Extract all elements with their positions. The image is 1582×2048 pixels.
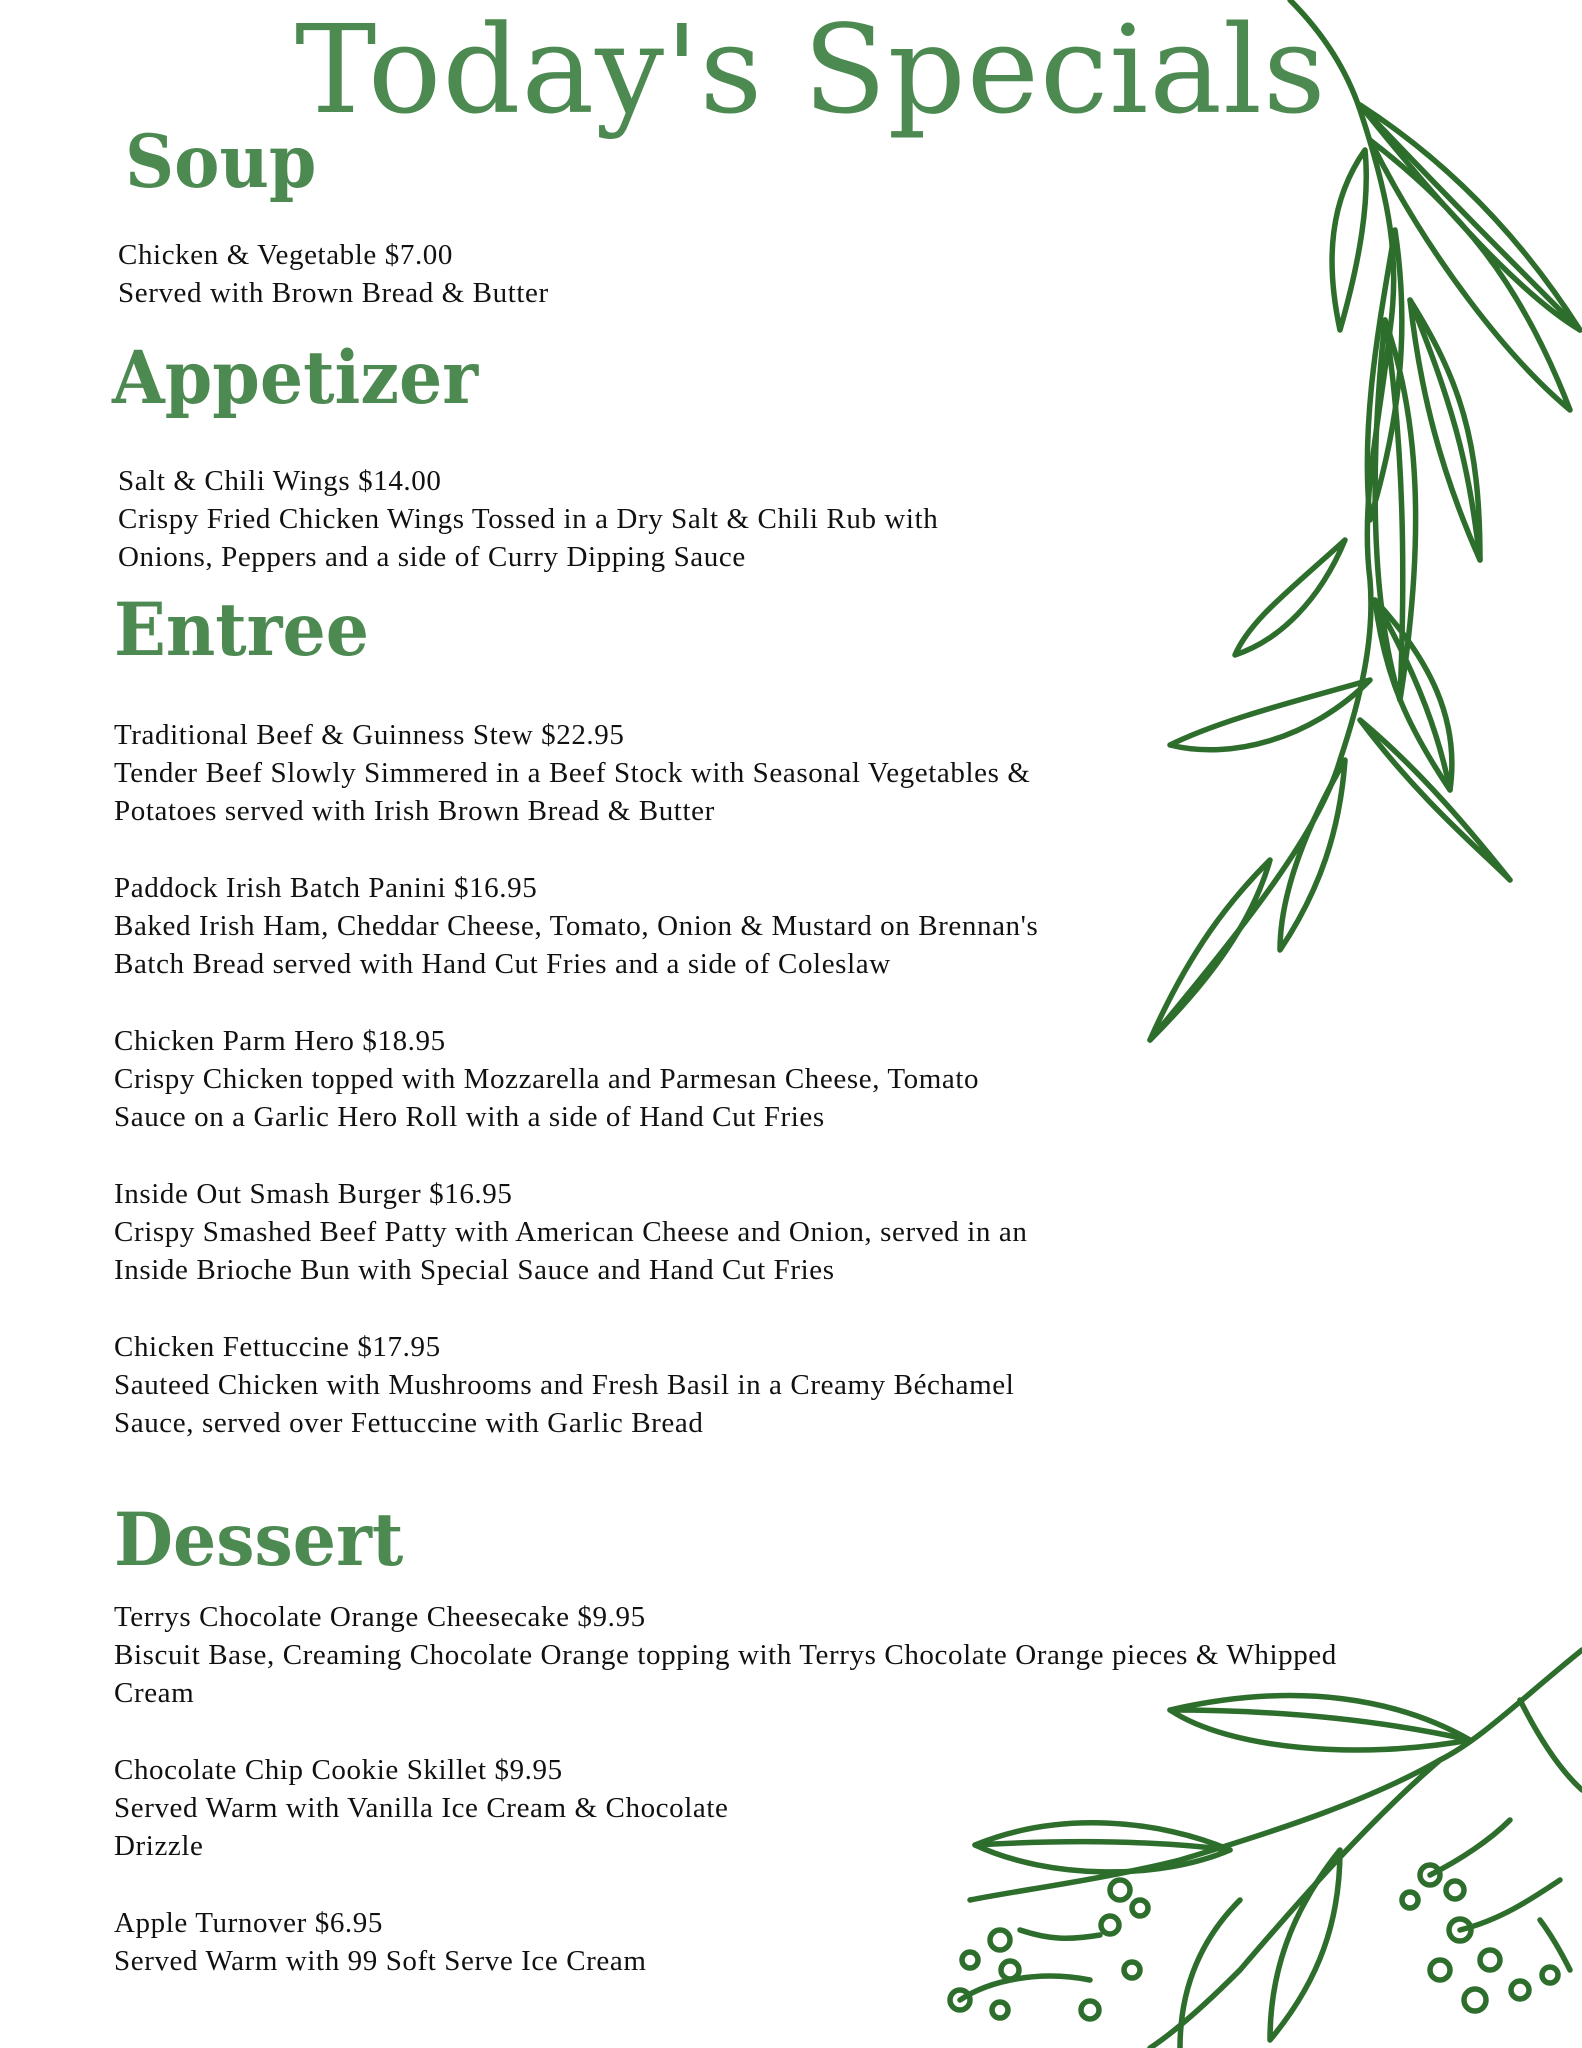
item-description: Served Warm with 99 Soft Serve Ice Cream <box>114 1945 647 1977</box>
item-description: Baked Irish Ham, Cheddar Cheese, Tomato, Onion & Mustard on Brennan's <box>114 910 1039 942</box>
item-description: Served Warm with Vanilla Ice Cream & Chocolate <box>114 1792 729 1824</box>
menu-item-dessert-3 <box>114 1904 647 1980</box>
item-name-price: Chicken & Vegetable $7.00 <box>118 239 454 271</box>
item-name-price: Apple Turnover $6.95 <box>114 1907 383 1939</box>
item-name-price: Chicken Fettuccine $17.95 <box>114 1331 441 1363</box>
section-heading-soup: Soup <box>125 118 317 206</box>
section-heading-appetizer: Appetizer <box>112 334 479 422</box>
section-heading-dessert: Dessert <box>114 1496 404 1584</box>
item-name-price: Traditional Beef & Guinness Stew $22.95 <box>114 719 625 751</box>
item-name-price: Chocolate Chip Cookie Skillet $9.95 <box>114 1754 563 1786</box>
item-name-price: Paddock Irish Batch Panini $16.95 <box>114 872 538 904</box>
item-description: Sauce, served over Fettuccine with Garlic Bread <box>114 1407 704 1439</box>
item-name-price: Salt & Chili Wings $14.00 <box>118 465 442 497</box>
item-description: Inside Brioche Bun with Special Sauce and Hand Cut Fries <box>114 1254 835 1286</box>
item-description: Tender Beef Slowly Simmered in a Beef Stock with Seasonal Vegetables & <box>114 757 1031 789</box>
item-description: Biscuit Base, Creaming Chocolate Orange topping with Terrys Chocolate Orange pieces & Whipped <box>114 1639 1337 1671</box>
item-description: Cream <box>114 1677 195 1709</box>
item-name-price: Terrys Chocolate Orange Cheesecake $9.95 <box>114 1601 646 1633</box>
item-description: Sauce on a Garlic Hero Roll with a side of Hand Cut Fries <box>114 1101 825 1133</box>
item-name-price: Inside Out Smash Burger $16.95 <box>114 1178 513 1210</box>
menu-item-entree-2 <box>114 869 1038 983</box>
menu-item-dessert-2 <box>114 1751 729 1865</box>
section-heading-entree: Entree <box>114 586 370 674</box>
item-description: Crispy Chicken topped with Mozzarella and Parmesan Cheese, Tomato <box>114 1063 980 1095</box>
item-name-price: Chicken Parm Hero $18.95 <box>114 1025 446 1057</box>
item-description: Crispy Smashed Beef Patty with American Cheese and Onion, served in an <box>114 1216 1028 1248</box>
item-description: Sauteed Chicken with Mushrooms and Fresh Basil in a Creamy Béchamel <box>114 1369 1015 1401</box>
menu-item-entree-1 <box>114 716 1031 830</box>
menu-item-entree-5 <box>114 1328 1014 1442</box>
leafy-vine-top-right-icon <box>1130 0 1582 1060</box>
item-description: Batch Bread served with Hand Cut Fries and a side of Coleslaw <box>114 948 891 980</box>
item-description: Drizzle <box>114 1830 204 1862</box>
menu-item-entree-3 <box>114 1022 979 1136</box>
item-description: Onions, Peppers and a side of Curry Dipping Sauce <box>118 541 746 573</box>
menu-item-soup-1 <box>118 236 549 312</box>
item-description: Served with Brown Bread & Butter <box>118 277 549 309</box>
item-description: Crispy Fried Chicken Wings Tossed in a Dry Salt & Chili Rub with <box>118 503 939 535</box>
item-description: Potatoes served with Irish Brown Bread & Butter <box>114 795 715 827</box>
menu-item-appetizer-1 <box>118 462 938 576</box>
page-title: Today's Specials <box>295 0 1327 141</box>
menu-item-dessert-1 <box>114 1598 1337 1712</box>
menu-item-entree-4 <box>114 1175 1027 1289</box>
